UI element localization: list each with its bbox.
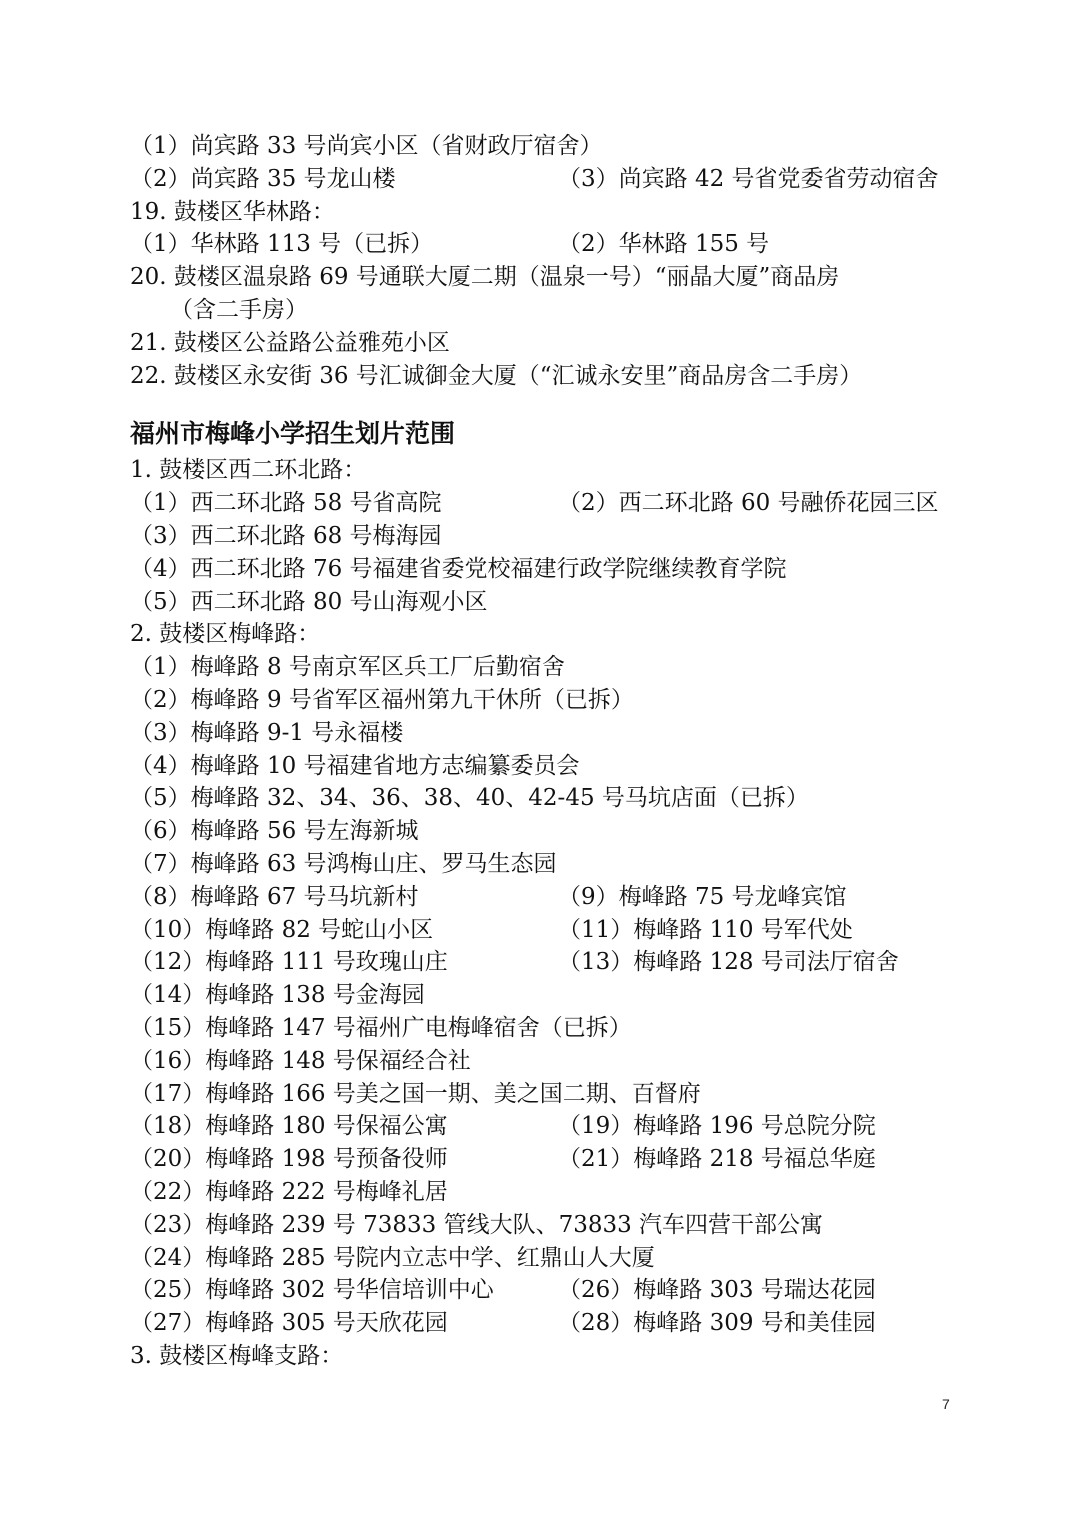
list-heading: 1. 鼓楼区西二环北路： bbox=[130, 457, 367, 484]
list-item: （27）梅峰路 305 号天欣花园 （28）梅峰路 309 号和美佳园 bbox=[130, 1310, 876, 1337]
list-heading: 22. 鼓楼区永安街 36 号汇诚御金大厦（“汇诚永安里”商品房含二手房） bbox=[130, 362, 863, 389]
list-heading: 3. 鼓楼区梅峰支路： bbox=[130, 1342, 344, 1369]
spacer bbox=[130, 392, 960, 414]
list-item: （23）梅峰路 239 号 73833 管线大队、73833 汽车四营干部公寓 bbox=[130, 1211, 824, 1238]
top-list bbox=[130, 130, 960, 392]
list-heading: 19. 鼓楼区华林路： bbox=[130, 198, 335, 225]
list-item: （16）梅峰路 148 号保福经合社 bbox=[130, 1047, 471, 1074]
list-item: （12）梅峰路 111 号玫瑰山庄 （13）梅峰路 128 号司法厅宿舍 bbox=[130, 949, 899, 976]
list-item: （18）梅峰路 180 号保福公寓 （19）梅峰路 196 号总院分院 bbox=[130, 1113, 876, 1140]
list-item: （1）西二环北路 58 号省高院 （2）西二环北路 60 号融侨花园三区 bbox=[130, 490, 939, 517]
list-item: （2）梅峰路 9 号省军区福州第九干休所（已拆） bbox=[130, 686, 634, 713]
list-item: （1）尚宾路 33 号尚宾小区（省财政厅宿舍） bbox=[130, 133, 603, 159]
list-heading: 21. 鼓楼区公益路公益雅苑小区 bbox=[130, 329, 450, 356]
document-page bbox=[130, 130, 960, 1373]
list-item: （1）华林路 113 号（已拆） （2）华林路 155 号 bbox=[130, 231, 770, 258]
list-item-continuation: （含二手房） bbox=[170, 296, 308, 323]
list-item: （24）梅峰路 285 号院内立志中学、红鼎山人大厦 bbox=[130, 1244, 655, 1271]
list-item: （3）西二环北路 68 号梅海园 bbox=[130, 522, 442, 549]
list-item: （4）西二环北路 76 号福建省委党校福建行政学院继续教育学院 bbox=[130, 555, 787, 582]
section-list bbox=[130, 454, 960, 1372]
list-item: （25）梅峰路 302 号华信培训中心 （26）梅峰路 303 号瑞达花园 bbox=[130, 1277, 876, 1304]
list-item: （1）梅峰路 8 号南京军区兵工厂后勤宿舍 bbox=[130, 654, 565, 681]
list-item: （14）梅峰路 138 号金海园 bbox=[130, 982, 425, 1009]
list-heading: 2. 鼓楼区梅峰路： bbox=[130, 621, 321, 648]
list-item: （5）梅峰路 32、34、36、38、40、42-45 号马坑店面（已拆） bbox=[130, 785, 809, 812]
list-item: （17）梅峰路 166 号美之国一期、美之国二期、百督府 bbox=[130, 1080, 701, 1107]
list-item: （20）梅峰路 198 号预备役师 （21）梅峰路 218 号福总华庭 bbox=[130, 1146, 876, 1173]
list-item: （7）梅峰路 63 号鸿梅山庄、罗马生态园 bbox=[130, 850, 557, 877]
list-item: （8）梅峰路 67 号马坑新村 （9）梅峰路 75 号龙峰宾馆 bbox=[130, 883, 847, 910]
list-item: （6）梅峰路 56 号左海新城 bbox=[130, 818, 419, 845]
list-item: （22）梅峰路 222 号梅峰礼居 bbox=[130, 1178, 448, 1205]
list-item: （15）梅峰路 147 号福州广电梅峰宿舍（已拆） bbox=[130, 1014, 632, 1041]
list-item: （10）梅峰路 82 号蛇山小区 （11）梅峰路 110 号军代处 bbox=[130, 916, 853, 943]
list-item: （3）梅峰路 9-1 号永福楼 bbox=[130, 719, 404, 746]
list-heading: 20. 鼓楼区温泉路 69 号通联大厦二期（温泉一号）“丽晶大厦”商品房 bbox=[130, 264, 840, 291]
page-number: 7 bbox=[942, 1396, 950, 1412]
list-item: （4）梅峰路 10 号福建省地方志编纂委员会 bbox=[130, 752, 580, 779]
list-item: （5）西二环北路 80 号山海观小区 bbox=[130, 588, 488, 615]
section-title: 福州市梅峰小学招生划片范围 bbox=[130, 419, 456, 449]
list-item: （2）尚宾路 35 号龙山楼 （3）尚宾路 42 号省党委省劳动宿舍 bbox=[130, 165, 939, 192]
